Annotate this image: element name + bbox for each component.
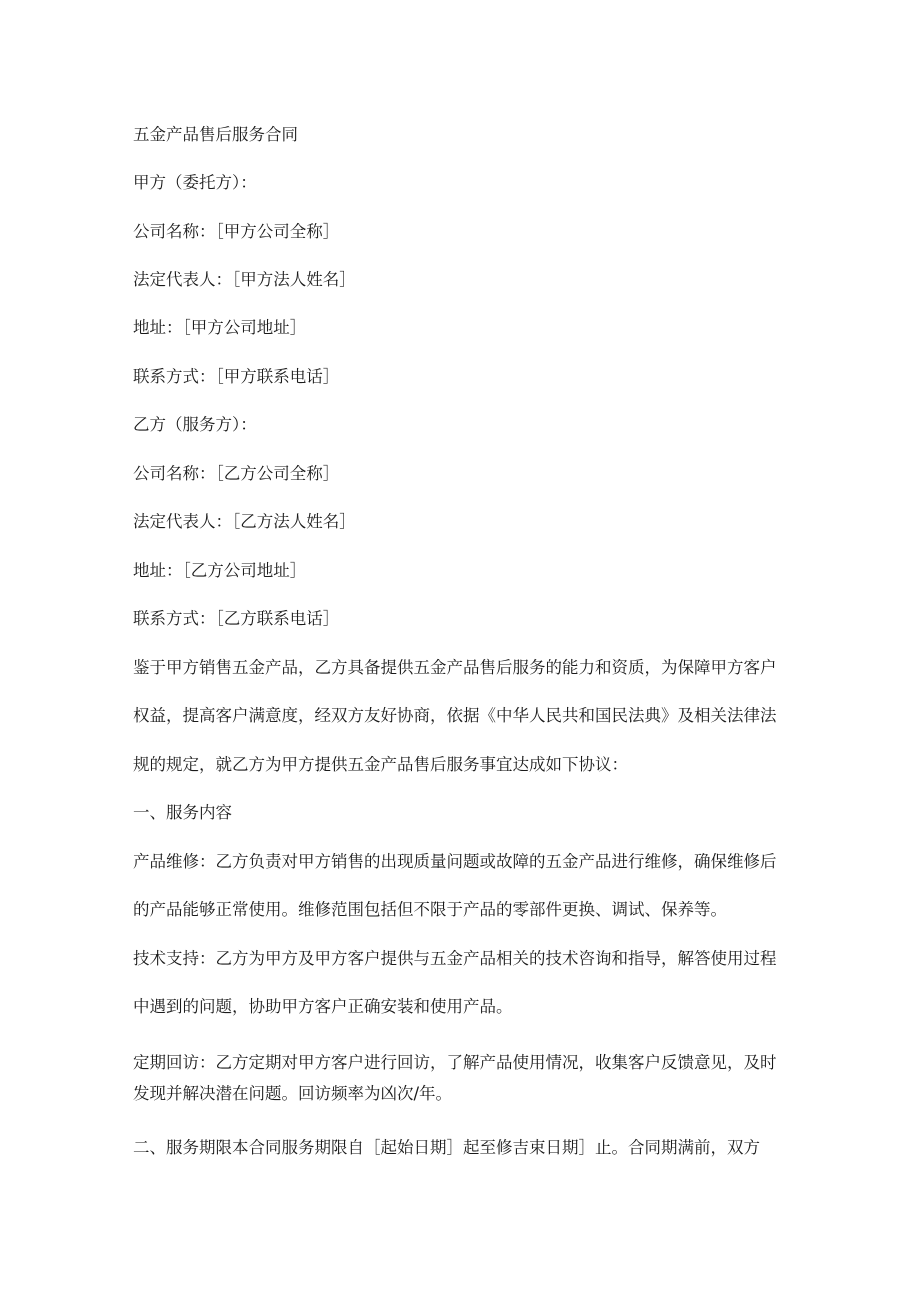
contract-title: 五金产品售后服务合同: [133, 125, 298, 144]
section1-heading: 一、服务内容: [133, 803, 232, 822]
visit-clause-line: 定期回访：乙方定期对甲方客户进行回访，了解产品使用情况，收集客户反馈意见，及时: [133, 1053, 777, 1072]
preamble-line: 权益，提高客户满意度，经双方友好协商，依据《中华人民共和国民法典》及相关法律法: [133, 706, 777, 725]
preamble-line: 鉴于甲方销售五金产品，乙方具备提供五金产品售后服务的能力和资质，为保障甲方客户: [133, 658, 777, 677]
repair-clause-line: 产品维修：乙方负责对甲方销售的出现质量问题或故障的五金产品进行维修，确保维修后: [133, 852, 777, 871]
preamble-line: 规的规定，就乙方为甲方提供五金产品售后服务事宜达成如下协议：: [133, 755, 628, 774]
repair-clause-line: 的产品能够正常使用。维修范围包括但不限于产品的零部件更换、调试、保养等。: [133, 900, 727, 919]
section2-line: 二、服务期限本合同服务期限自［起始日期］起至修吉束日期］止。合同期满前，双方: [133, 1138, 760, 1157]
party-b-company: 公司名称：［乙方公司全称］: [133, 464, 340, 483]
party-b-contact: 联系方式：［乙方联系电话］: [133, 609, 340, 628]
party-a-address: 地址：［甲方公司地址］: [133, 318, 307, 337]
party-b-legal-rep: 法定代表人：［乙方法人姓名］: [133, 512, 356, 531]
party-a-contact: 联系方式：［甲方联系电话］: [133, 367, 340, 386]
party-b-address: 地址：［乙方公司地址］: [133, 561, 307, 580]
party-a-legal-rep: 法定代表人：［甲方法人姓名］: [133, 270, 356, 289]
party-a-company: 公司名称：［甲方公司全称］: [133, 222, 340, 241]
tech-support-clause-line: 中遇到的问题，协助甲方客户正确安装和使用产品。: [133, 997, 513, 1016]
tech-support-clause-line: 技术支持：乙方为甲方及甲方客户提供与五金产品相关的技术咨询和指导，解答使用过程: [133, 949, 777, 968]
party-a-heading: 甲方（委托方）：: [133, 173, 257, 192]
party-b-heading: 乙方（服务方）：: [133, 415, 257, 434]
visit-clause-line: 发现并解决潜在问题。回访频率为凶次/年。: [133, 1084, 453, 1103]
